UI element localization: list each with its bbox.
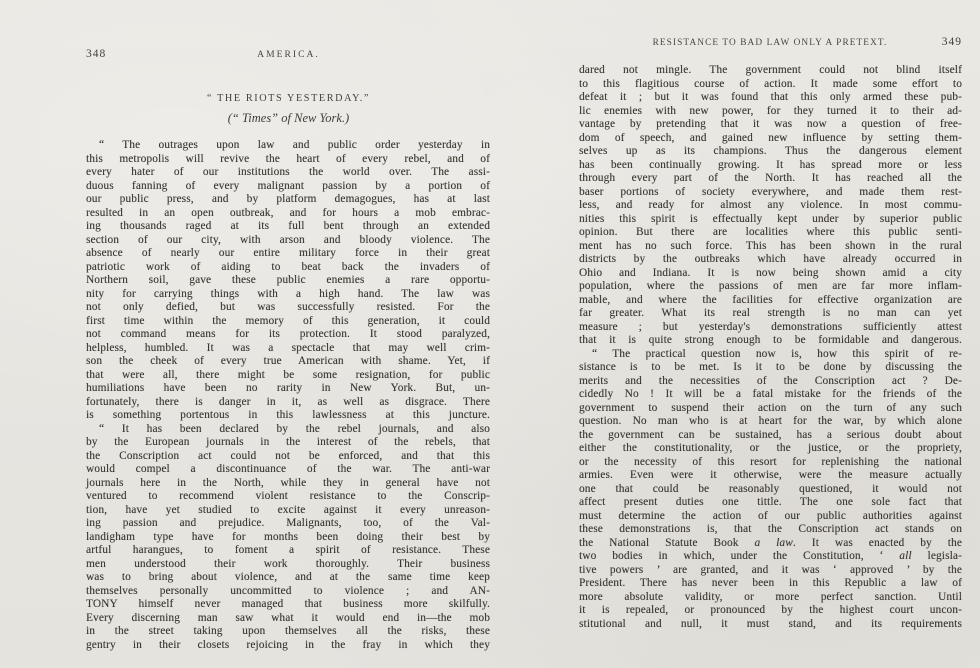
- text-line: measure ; but yesterday's demonstrations sufficiently attest: [579, 320, 962, 333]
- text-line: section of our city, with arson and bloody violence. The: [86, 233, 490, 246]
- right-page-header: [578, 36, 962, 48]
- text-line: not only defied, but was successfully resisted. For the: [86, 301, 490, 313]
- text-line: artful harangues, to foment a spirit of resistance. These: [86, 544, 490, 556]
- text-line: ventured to recommend violent resistance to the Conscrip-: [86, 490, 490, 502]
- text-line: “ The outrages upon law and public order yesterday in: [99, 139, 490, 151]
- text-line: duous fanning of every malignant passion by a portion of: [86, 179, 490, 192]
- text-line: vantage by pretending that it was now a question of free-: [579, 118, 962, 130]
- text-line: “ It has been declared by the rebel journals, and also: [99, 422, 490, 435]
- text-line: this metropolis will revive the heart of every rebel, and of: [86, 152, 490, 165]
- text-line: “ The practical question now is, how this spirit of re-: [592, 347, 962, 360]
- text-line: the National Statute Book a law. It was enacted by the: [579, 536, 962, 549]
- right-running-head: RESISTANCE TO BAD LAW ONLY A PRETEXT.: [652, 38, 888, 48]
- text-line: nities this spirit is effectually kept under by superior public: [579, 212, 962, 225]
- text-line: men understood their work thoroughly. Their business: [86, 557, 490, 570]
- text-line: son the cheek of every true American with shame. Yet, if: [86, 355, 490, 367]
- text-line: or the necessity of this resort for replenishing the national: [579, 455, 962, 468]
- left-page-header: [86, 48, 491, 60]
- text-line: our public press, and by platform demagogues, has at last: [86, 193, 490, 205]
- text-line: Every discerning man saw what it would end in—the mob: [86, 611, 490, 624]
- text-line: would compel a discontinuance of the war. The anti-war: [86, 463, 490, 475]
- text-line: TONY himself never managed that business more skilfully.: [86, 598, 490, 610]
- text-line: question. No man who is at heart for the war, by which alone: [579, 415, 962, 427]
- text-line: the Conscription act could not be enforced, and that this: [86, 449, 490, 462]
- text-line: to this flagitious course of action. It made some effort to: [579, 77, 962, 90]
- text-line: affect present duties one tittle. The one sole fact that: [579, 496, 962, 508]
- left-page-number: 348: [86, 48, 107, 60]
- text-line: Ohio and Indiana. It is now being shown amid a city: [579, 266, 962, 279]
- right-page-body: [579, 64, 962, 631]
- text-line: two bodies in which, under the Constitution, ‘ all legisla-: [579, 550, 962, 562]
- article-source: (“ Times” of New York.): [227, 111, 350, 125]
- text-line: is something portentous in this lawlessness at this juncture.: [86, 409, 490, 421]
- text-line: tion, have yet studied to excite against it every unreason-: [86, 503, 490, 516]
- text-line: less, and ready for almost any violence. In most commu-: [579, 199, 962, 211]
- text-line: in the street taking upon themselves all the risks, these: [86, 625, 490, 637]
- text-line: helpless, humbled. It was a spectacle that may well crim-: [86, 341, 490, 354]
- text-line: by the European journals in the interest of the rebels, that: [86, 436, 490, 448]
- text-line: dom of speech, and gained new influence by setting them-: [579, 131, 962, 144]
- text-line: landigham type have for months been doing their best by: [86, 530, 490, 543]
- text-line: that were all, there might be some resignation, for public: [86, 368, 490, 381]
- text-line: more absolute validity, or more perfect sanction. Until: [579, 590, 962, 603]
- text-line: sistance is to be met. Is it to be done by discussing the: [579, 361, 962, 373]
- text-line: President. There has never been in this Republic a law of: [579, 577, 962, 589]
- text-line: themselves personally uncommitted to violence ; and AN-: [86, 584, 490, 597]
- text-line: was to bring about violence, and at the same time keep: [86, 571, 490, 583]
- text-line: mable, and where the facilities for effective organization are: [579, 293, 962, 306]
- text-line: armies. Even were it otherwise, were the measure actually: [579, 469, 962, 481]
- text-line: has been continually growing. It has spread more or less: [579, 158, 962, 171]
- left-running-head: AMERICA.: [257, 49, 320, 60]
- text-line: selves up as its champions. Thus the dangerous element: [579, 145, 962, 157]
- text-line: defeat it ; but it was found that this only armed these pub-: [579, 91, 962, 103]
- text-line: through every part of the North. It has reached all the: [579, 172, 962, 184]
- text-line: it is repealed, or pronounced by the highest court uncon-: [579, 604, 962, 616]
- text-line: Northern soil, gave these public enemies a rare opportu-: [86, 274, 490, 286]
- text-line: not command means for its protection. It stood paralyzed,: [86, 328, 490, 340]
- text-line: population, where the passions of men are far more inflam-: [579, 280, 962, 292]
- text-line: ing thousands raged at its full bent through an extended: [86, 220, 490, 232]
- text-line: ing passion and prejudice. Malignants, too, of the Val-: [86, 517, 490, 529]
- right-page-number: 349: [941, 36, 962, 48]
- text-line: districts by the outbreaks which have already occurred in: [579, 253, 962, 265]
- text-line: absence of nearly our entire military force in their great: [86, 247, 490, 259]
- text-line: government to suspend their action on the turn of any such: [579, 401, 962, 414]
- text-line: that it is quite strong enough to be formidable and dangerous.: [579, 334, 962, 346]
- text-line: fortunately, there is danger in it, as well as disgrace. There: [86, 395, 490, 408]
- text-line: ment has no such force. This has been shown in the rural: [579, 239, 962, 252]
- text-line: tive powers ’ are granted, and it was ‘ approved ’ by the: [579, 563, 962, 576]
- text-line: gentry in their closets rejoicing in the fray in which they: [86, 638, 490, 651]
- text-line: stitutional and null, it must stand, and its requirements: [579, 617, 962, 630]
- text-line: resulted in an open outbreak, and for hours a mob embrac-: [86, 206, 490, 219]
- text-line: nity for carrying things with a high hand. The law was: [86, 287, 490, 300]
- text-line: opinion. But there are localities where this public senti-: [579, 226, 962, 238]
- left-page-body: [86, 139, 490, 652]
- text-line: baser portions of society everywhere, and made them rest-: [579, 185, 962, 198]
- text-line: cidedly No ! It will be a fatal mistake for the friends of the: [579, 388, 962, 400]
- text-line: lic enemies with new power, for they turned it to their ad-: [579, 104, 962, 117]
- text-line: journals here in the North, while they in general have not: [86, 476, 490, 489]
- text-line: first time within the memory of this generation, it could: [86, 314, 490, 327]
- text-line: every hater of our institutions the world over. The assi-: [86, 166, 490, 178]
- text-line: must determine the action of our public authorities against: [579, 509, 962, 522]
- text-line: patriotic work of aiding to beat back the invaders of: [86, 260, 490, 273]
- text-line: dared not mingle. The government could not blind itself: [579, 64, 962, 76]
- text-line: humiliations have been no rarity in New York. But, un-: [86, 382, 490, 394]
- text-line: far greater. What its real strength is no man can yet: [579, 307, 962, 319]
- article-title: “ THE RIOTS YESTERDAY.”: [206, 93, 370, 104]
- text-line: the government can be sustained, has a serious doubt about: [579, 428, 962, 441]
- text-line: merits and the necessities of the Conscription act ? De-: [579, 374, 962, 387]
- text-line: these demonstrations is, that the Conscription act stands on: [579, 523, 962, 535]
- text-line: either the constitutionality, or the justice, or the propriety,: [579, 442, 962, 454]
- text-line: one that could be reasonably questioned, it would not: [579, 482, 962, 495]
